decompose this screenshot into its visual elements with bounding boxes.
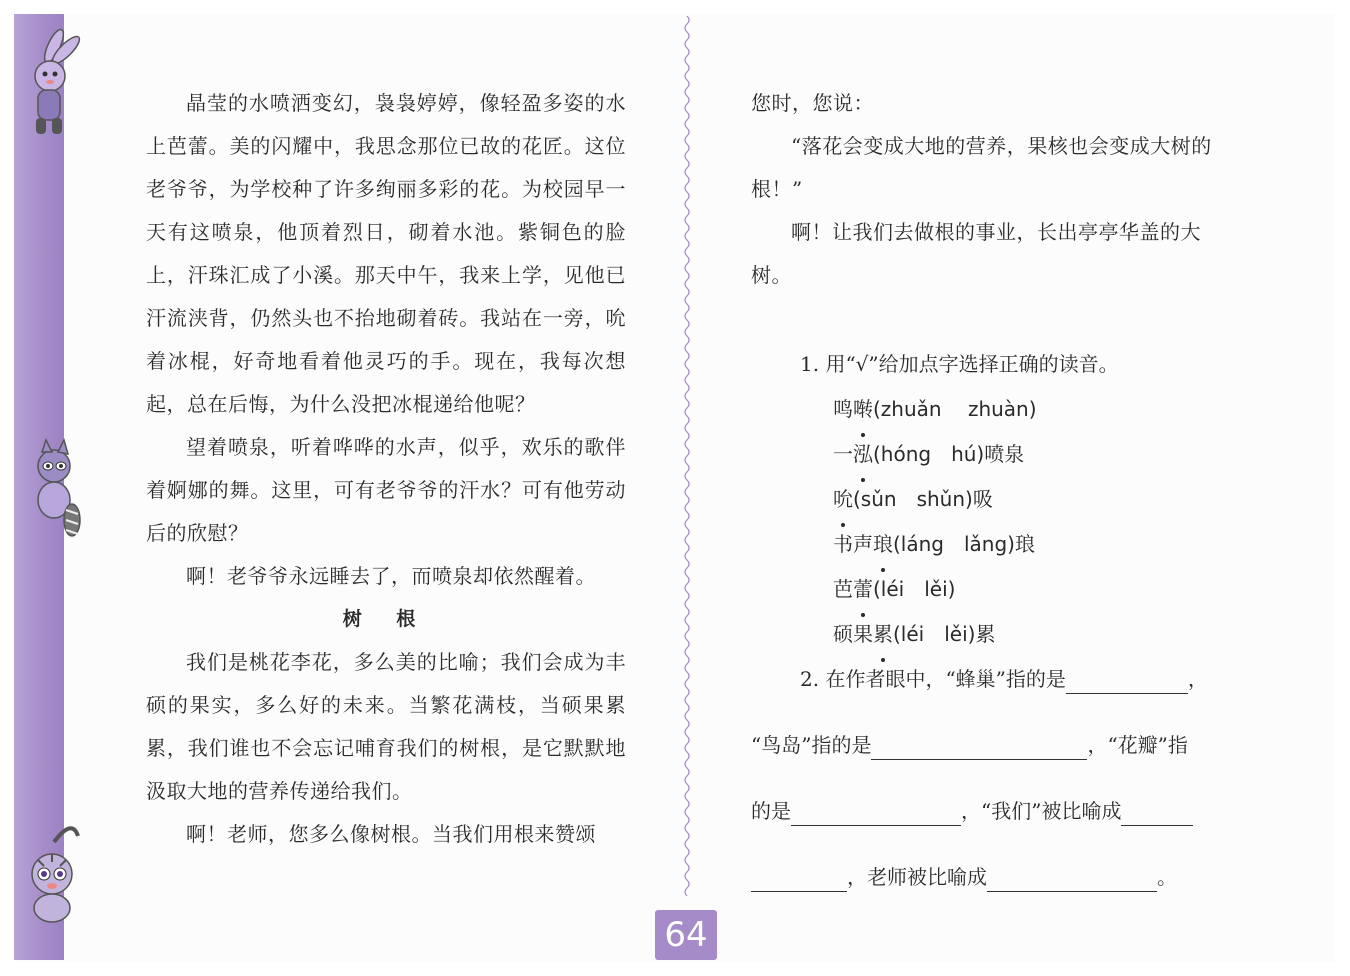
dotted-character: 蕾 (853, 567, 873, 612)
paragraph: 啊！老师，您多么像树根。当我们用根来赞颂 (186, 822, 596, 846)
pinyin-choices[interactable]: (zhuǎn zhuàn) (873, 397, 1037, 421)
paragraph: 望着喷泉，听着哗哗的水声，似乎，欢乐的歌伴着婀娜的舞。这里，可有老爷爷的汗水？可有他劳动后的欣慰？ (146, 435, 626, 545)
exercise-question-1 (800, 342, 1240, 657)
answer-blank[interactable] (987, 865, 1157, 892)
question-text: “鸟岛”指的是 (751, 733, 872, 757)
word-suffix: 累 (975, 622, 996, 646)
right-page-text (751, 82, 1231, 297)
punctuation: 。 (1157, 865, 1177, 889)
question-text: 用“√”给加点字选择正确的读音。 (825, 352, 1119, 376)
paragraph: 您时，您说： (751, 91, 874, 115)
paragraph: 啊！老爷爷永远睡去了，而喷泉却依然醒着。 (186, 564, 596, 588)
pinyin-choices[interactable]: (léi lěi) (893, 622, 976, 646)
question-1-prompt (800, 342, 1240, 387)
word-prefix: 芭 (833, 577, 853, 601)
paragraph: 晶莹的水喷洒变幻，袅袅婷婷，像轻盈多姿的水上芭蕾。美的闪耀中，我思念那位已故的花匠。这位老爷爷，为学校种了许多绚丽多彩的花。为校园早一天有这喷泉，他顶着烈日，砌着水池。紫铜色的脸上，汗珠汇成了小溪。那天中午，我来上学，见他已汗流浃背，仍然头也不抬地砌着砖。我站在一旁，吮着冰棍，好奇地看着他灵巧的手。现在，我每次想起，总在后悔，为什么没把冰棍递给他呢？ (146, 91, 626, 416)
question-2-line-2 (751, 730, 1188, 760)
pinyin-choices[interactable]: (léi lěi) (873, 577, 956, 601)
left-page-text (146, 82, 626, 856)
word-suffix: 吸 (972, 487, 993, 511)
paragraph: 啊！让我们去做根的事业，长出亭亭华盖的大树。 (751, 220, 1201, 287)
pronunciation-option-row (833, 567, 1240, 612)
question-text: ，“花瓣”指 (1087, 733, 1188, 757)
question-text: 在作者眼中，“蜂巢”指的是 (825, 667, 1066, 691)
rabbit-cartoon-icon (14, 24, 86, 144)
pronunciation-option-row (833, 612, 1240, 657)
pronunciation-option-row (833, 522, 1240, 567)
punctuation: ， (1187, 667, 1208, 691)
answer-blank[interactable] (1121, 799, 1193, 826)
page-divider (683, 16, 691, 896)
answer-blank[interactable] (751, 865, 847, 892)
question-2-line-3 (751, 796, 1193, 826)
question-text: 的是 (751, 799, 791, 823)
word-prefix: 硕果 (833, 622, 873, 646)
dotted-character: 泓 (853, 432, 873, 477)
pinyin-choices[interactable]: (hóng hú) (873, 442, 985, 466)
question-2-line-4 (751, 862, 1177, 892)
answer-blank[interactable] (871, 733, 1087, 760)
dotted-character: 啭 (853, 387, 873, 432)
dotted-character: 吮 (833, 477, 853, 522)
word-prefix: 书声 (833, 532, 873, 556)
paragraph: 我们是桃花李花，多么美的比喻；我们会成为丰硕的果实，多么好的未来。当繁花满枝，当硕果累累，我们谁也不会忘记哺育我们的树根，是它默默地汲取大地的营养传递给我们。 (146, 650, 626, 803)
word-prefix: 鸣 (833, 397, 853, 421)
paragraph: “落花会变成大地的营养，果核也会变成大树的根！” (751, 134, 1212, 201)
pronunciation-option-row (833, 387, 1240, 432)
answer-blank[interactable] (1066, 667, 1188, 694)
question-text: ，老师被比喻成 (847, 865, 987, 889)
question-text: ，“我们”被比喻成 (961, 799, 1122, 823)
word-suffix: 琅 (1014, 532, 1035, 556)
answer-blank[interactable] (791, 799, 961, 826)
question-2-line-1 (800, 664, 1208, 694)
raccoon-cartoon-icon (14, 438, 86, 558)
pinyin-choices[interactable]: (láng lǎng) (893, 532, 1015, 556)
page-number: 64 (655, 910, 717, 960)
question-number: 2. (800, 667, 820, 691)
question-number: 1. (800, 352, 820, 376)
dotted-character: 琅 (873, 522, 893, 567)
word-prefix: 一 (833, 442, 853, 466)
pinyin-choices[interactable]: (sǔn shǔn) (853, 487, 973, 511)
pronunciation-option-row (833, 432, 1240, 477)
word-suffix: 喷泉 (984, 442, 1025, 466)
section-title: 树 根 (342, 608, 430, 630)
pronunciation-option-row (833, 477, 1240, 522)
dotted-character: 累 (873, 612, 893, 657)
tiger-cartoon-icon (14, 812, 86, 932)
